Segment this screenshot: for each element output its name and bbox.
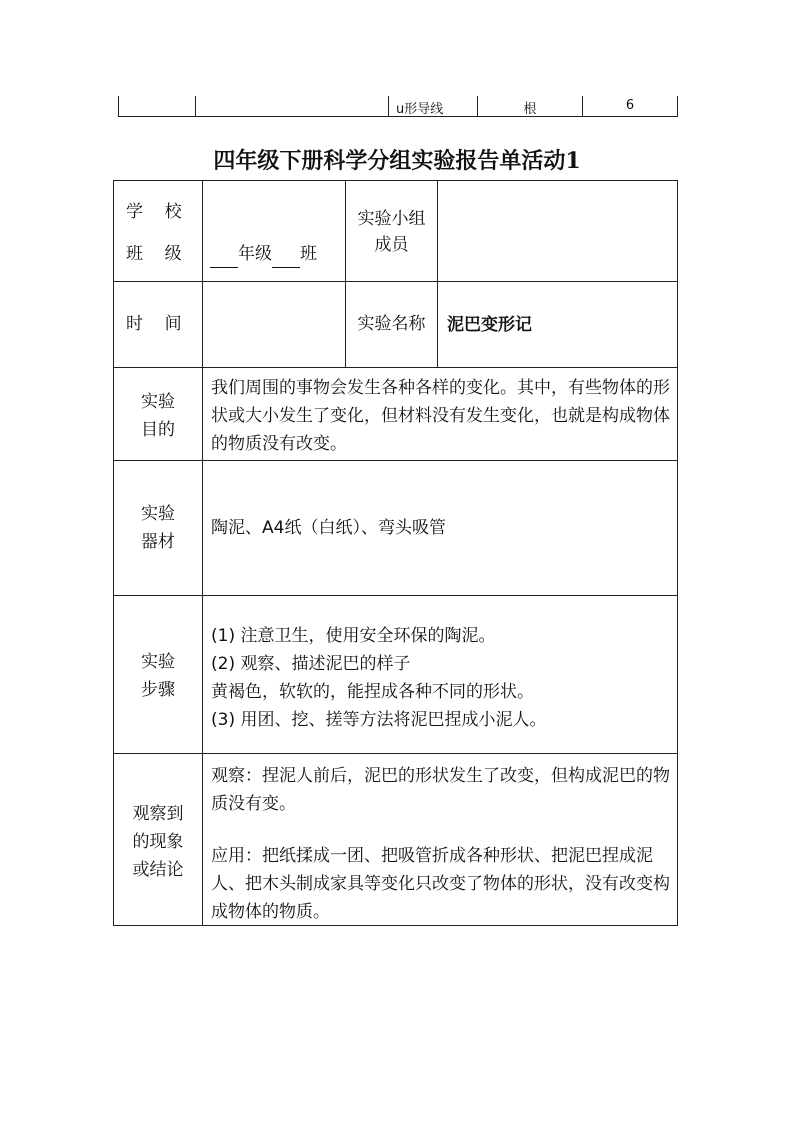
row-divider <box>113 281 678 282</box>
purpose-label-line: 目的 <box>141 420 175 440</box>
school-label: 学 校 <box>126 202 182 222</box>
grade-blank[interactable] <box>210 249 238 268</box>
purpose-label-line: 实验 <box>141 392 175 412</box>
members-label <box>346 206 437 258</box>
top-table-divider <box>195 96 196 117</box>
column-divider <box>202 180 203 926</box>
class-blank[interactable] <box>272 249 300 268</box>
column-divider <box>437 180 438 367</box>
top-table-divider <box>388 96 389 117</box>
conclusion-label <box>114 800 202 884</box>
steps-label <box>114 648 202 704</box>
top-table-cell: 6 <box>625 98 635 113</box>
page-title: 四年级下册科学分组实验报告单活动1 <box>213 148 581 174</box>
row-divider <box>113 367 678 368</box>
row-divider <box>113 595 678 596</box>
materials-text: 陶泥、A4纸（白纸）、弯头吸管 <box>211 518 446 538</box>
purpose-label <box>114 388 202 444</box>
top-table-cell: u形导线 <box>396 102 444 117</box>
step-item: 黄褐色，软软的，能捏成各种不同的形状。 <box>211 682 534 702</box>
application-text: 应用：把纸揉成一团、把吸管折成各种形状、把泥巴捏成泥人、把木头制成家具等变化只改变了物体的形状，没有改变构成物体的物质。 <box>211 846 670 922</box>
grade-text: 年级 <box>238 244 272 264</box>
materials-label <box>114 500 202 556</box>
class-value <box>210 240 317 268</box>
row-divider <box>113 460 678 461</box>
steps-label-line: 实验 <box>141 652 175 672</box>
class-label: 班 级 <box>126 244 182 264</box>
step-item: (1) 注意卫生，使用安全环保的陶泥。 <box>211 626 496 646</box>
class-text: 班 <box>300 244 317 264</box>
steps-list <box>211 622 673 734</box>
experiment-name-value: 泥巴变形记 <box>447 315 532 335</box>
top-table-cell: 根 <box>523 102 537 117</box>
members-label-line: 成员 <box>374 235 409 255</box>
step-item: (2) 观察、描述泥巴的样子 <box>211 654 411 674</box>
observation-text: 观察：捏泥人前后，泥巴的形状发生了改变，但构成泥巴的物质没有变。 <box>211 766 670 814</box>
materials-label-line: 实验 <box>141 504 175 524</box>
members-label-line: 实验小组 <box>357 209 426 229</box>
conclusion-label-line: 观察到 <box>132 804 184 824</box>
purpose-text: 我们周围的事物会发生各种各样的变化。其中，有些物体的形状或大小发生了变化，但材料没有发生变化，也就是构成物体的物质没有改变。 <box>211 378 670 454</box>
conclusion-label-line: 的现象 <box>132 832 184 852</box>
experiment-name-label: 实验名称 <box>357 314 426 334</box>
steps-label-line: 步骤 <box>141 680 175 700</box>
time-label: 时 间 <box>126 314 182 334</box>
step-item: (3) 用团、挖、搓等方法将泥巴捏成小泥人。 <box>211 710 547 730</box>
conclusion-label-line: 或结论 <box>132 860 184 880</box>
row-divider <box>113 753 678 754</box>
materials-label-line: 器材 <box>141 532 175 552</box>
